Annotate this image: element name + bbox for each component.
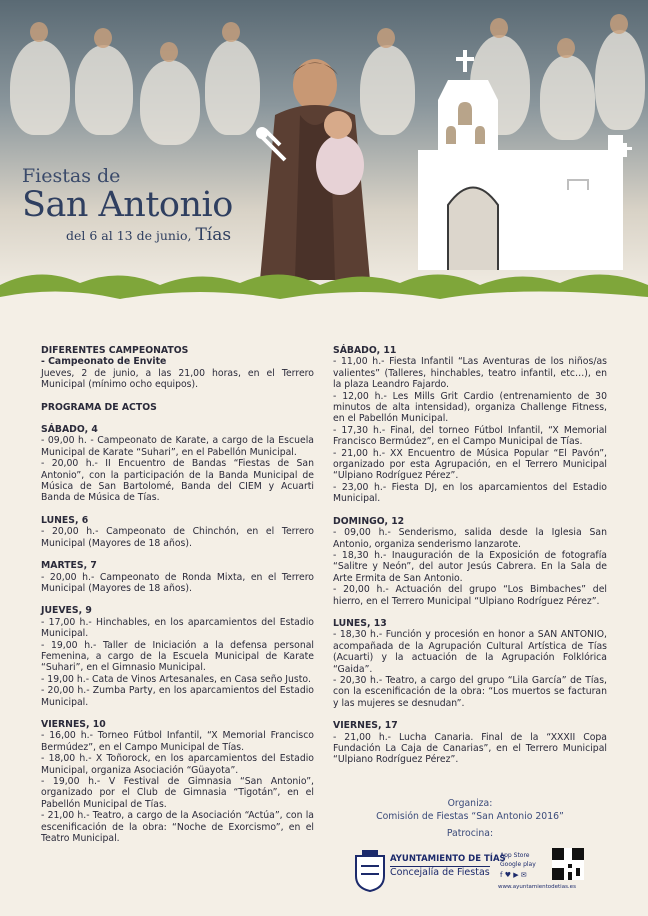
event-item: - 18,30 h.- Inauguración de la Exposición de fotografía “Salitre y Neón”, del autor Jesús Cabrera. En la Sala de Arte Ermita de San Antonio. <box>333 549 607 584</box>
social-icons: f ♥ ▶ ✉ <box>500 871 527 879</box>
title-line1: Fiestas de <box>22 165 121 187</box>
coat-of-arms-icon <box>352 848 388 892</box>
event-item: - Campeonato de Envite <box>41 356 167 368</box>
sponsor-logos <box>352 848 602 893</box>
day-heading: JUEVES, 9 <box>41 605 92 617</box>
title-line2: San Antonio <box>22 185 233 225</box>
day-heading: LUNES, 6 <box>41 514 89 526</box>
event-item: - 11,00 h.- Fiesta Infantil “Las Aventuras de los niños/as valientes” (Talleres, hinchables, teatro infantil, etc…), en la plaza Leandro Fajardo. <box>333 356 607 391</box>
event-item: - 17,00 h.- Hinchables, en los aparcamientos del Estadio Municipal. <box>41 616 314 640</box>
event-item: - 16,00 h.- Torneo Fútbol Infantil, “X Memorial Francisco Bermúdez”, en el Campo Municipal de Tías. <box>41 730 314 753</box>
church-illustration <box>418 40 648 280</box>
qr-code-icon <box>552 848 584 880</box>
event-item: - 18,30 h.- Función y procesión en honor a SAN ANTONIO, acompañada de la Agrupación Cultural Artística de Tías (Acuarti) y la actuación de la Agrupación Folklórica “Gaida”. <box>333 629 607 675</box>
app-store-badge: App Store <box>500 852 530 859</box>
event-item: - 17,30 h.- Final, del torneo Fútbol Infantil, “X Memorial Francisco Bermúdez”, en el Campo Municipal de Tías. <box>333 424 607 448</box>
day-heading: DOMINGO, 12 <box>333 515 405 527</box>
program-column-left <box>41 345 314 844</box>
council-department: Concejalía de Fiestas <box>390 867 490 878</box>
event-item: - 21,00 h.- XX Encuentro de Música Popular “El Pavón”, organizado por esta Agrupación, en el Terrero Municipal “Ulpiano Rodríguez Pérez”. <box>333 447 607 482</box>
event-title <box>22 165 252 245</box>
event-item: - 20,00 h.- Zumba Party, en los aparcamientos del Estadio Municipal. <box>41 685 314 708</box>
day-heading: VIERNES, 10 <box>41 718 106 730</box>
section-heading: PROGRAMA DE ACTOS <box>41 401 157 413</box>
event-item: - 20,00 h.- Campeonato de Chinchón, en el Terrero Municipal (Mayores de 18 años). <box>41 526 314 549</box>
event-item: - 19,00 h.- V Festival de Gimnasia “San Antonio”, organizado por el Club de Gimnasia “Tigotán”, en el Pabellón Municipal de Tías. <box>41 776 314 810</box>
day-heading: MARTES, 7 <box>41 560 97 572</box>
grass-decoration <box>0 255 648 300</box>
event-item: - 09,00 h.- Senderismo, salida desde la Iglesia San Antonio, organiza senderismo lanzarote. <box>333 527 607 550</box>
event-item: - 23,00 h.- Fiesta DJ, en los aparcamientos del Estadio Municipal. <box>333 481 607 505</box>
event-item: - 19,00 h.- Cata de Vinos Artesanales, en Casa seño Justo. <box>41 673 311 685</box>
organiza-label: Organiza: <box>447 798 493 809</box>
event-item: - 20,00 h.- Actuación del grupo “Los Bimbaches” del hierro, en el Terrero Municipal “Ulpiano Rodríguez Pérez”. <box>333 584 607 607</box>
event-item: - 20,30 h.- Teatro, a cargo del grupo “Lila García” de Tías, con la escenificación de la obra: “Los muertos se facturan y las mujeres se desnudan”. <box>333 674 607 709</box>
saint-anthony-statue <box>240 45 390 280</box>
day-heading: VIERNES, 17 <box>333 720 398 732</box>
event-item: - 20,00 h.- Campeonato de Ronda Mixta, en el Terrero Municipal (Mayores de 18 años). <box>41 571 314 594</box>
day-heading: LUNES, 13 <box>333 617 387 629</box>
event-item: - 12,00 h.- Les Mills Grit Cardio (entrenamiento de 30 minutos de alta intensidad), organiza Challenge Fitness, en el Pabellón Municipal. <box>333 390 607 425</box>
event-item: - 20,00 h.- II Encuentro de Bandas “Fiestas de San Antonio”, con la participación de la Banda Municipal de Música de San Bartolomé, Banda del CIEM y Acuarti Banda de Música de Tías. <box>41 458 314 504</box>
section-heading: DIFERENTES CAMPEONATOS <box>41 345 189 356</box>
event-item: - 19,00 h.- Taller de Iniciación a la defensa personal Femenina, a cargo de la Escuela Municipal de Karate “Suhari”, en el Gimnasio Municipal. <box>41 639 314 674</box>
event-item: Jueves, 2 de junio, a las 21,00 horas, en el Terrero Municipal (mínimo ocho equipos). <box>41 367 314 391</box>
event-item: - 18,00 h.- X Toñorock, en los aparcamientos del Estadio Municipal, organiza Asociación “Güayota”. <box>41 753 314 776</box>
program-column-right <box>333 345 607 766</box>
day-heading: SÁBADO, 4 <box>41 424 98 436</box>
google-play-badge: Google play <box>500 861 536 868</box>
website-url: www.ayuntamientodetias.es <box>498 884 576 890</box>
day-heading: SÁBADO, 11 <box>333 345 397 356</box>
council-name: AYUNTAMIENTO DE TÍAS <box>390 854 506 864</box>
event-item: - 21,00 h.- Lucha Canaria. Final de la “XXXII Copa Fundación La Caja de Canarias”, en el Terrero Municipal “Ulpiano Rodríguez Pérez”. <box>333 731 607 766</box>
header-banner <box>0 0 648 300</box>
event-item: - 21,00 h.- Teatro, a cargo de la Asociación “Actúa”, con la escenificación de la obra: “Noche de Exorcismo”, en el Teatro Municipal. <box>41 810 314 845</box>
organizer-name: Comisión de Fiestas “San Antonio 2016” <box>376 811 564 822</box>
title-dates: del 6 al 13 de junio, Tías <box>66 225 232 245</box>
patrocina-label: Patrocina: <box>446 828 494 839</box>
event-item: - 09,00 h. - Campeonato de Karate, a cargo de la Escuela Municipal de Karate “Suhari”, en el Pabellón Municipal. <box>41 435 314 458</box>
